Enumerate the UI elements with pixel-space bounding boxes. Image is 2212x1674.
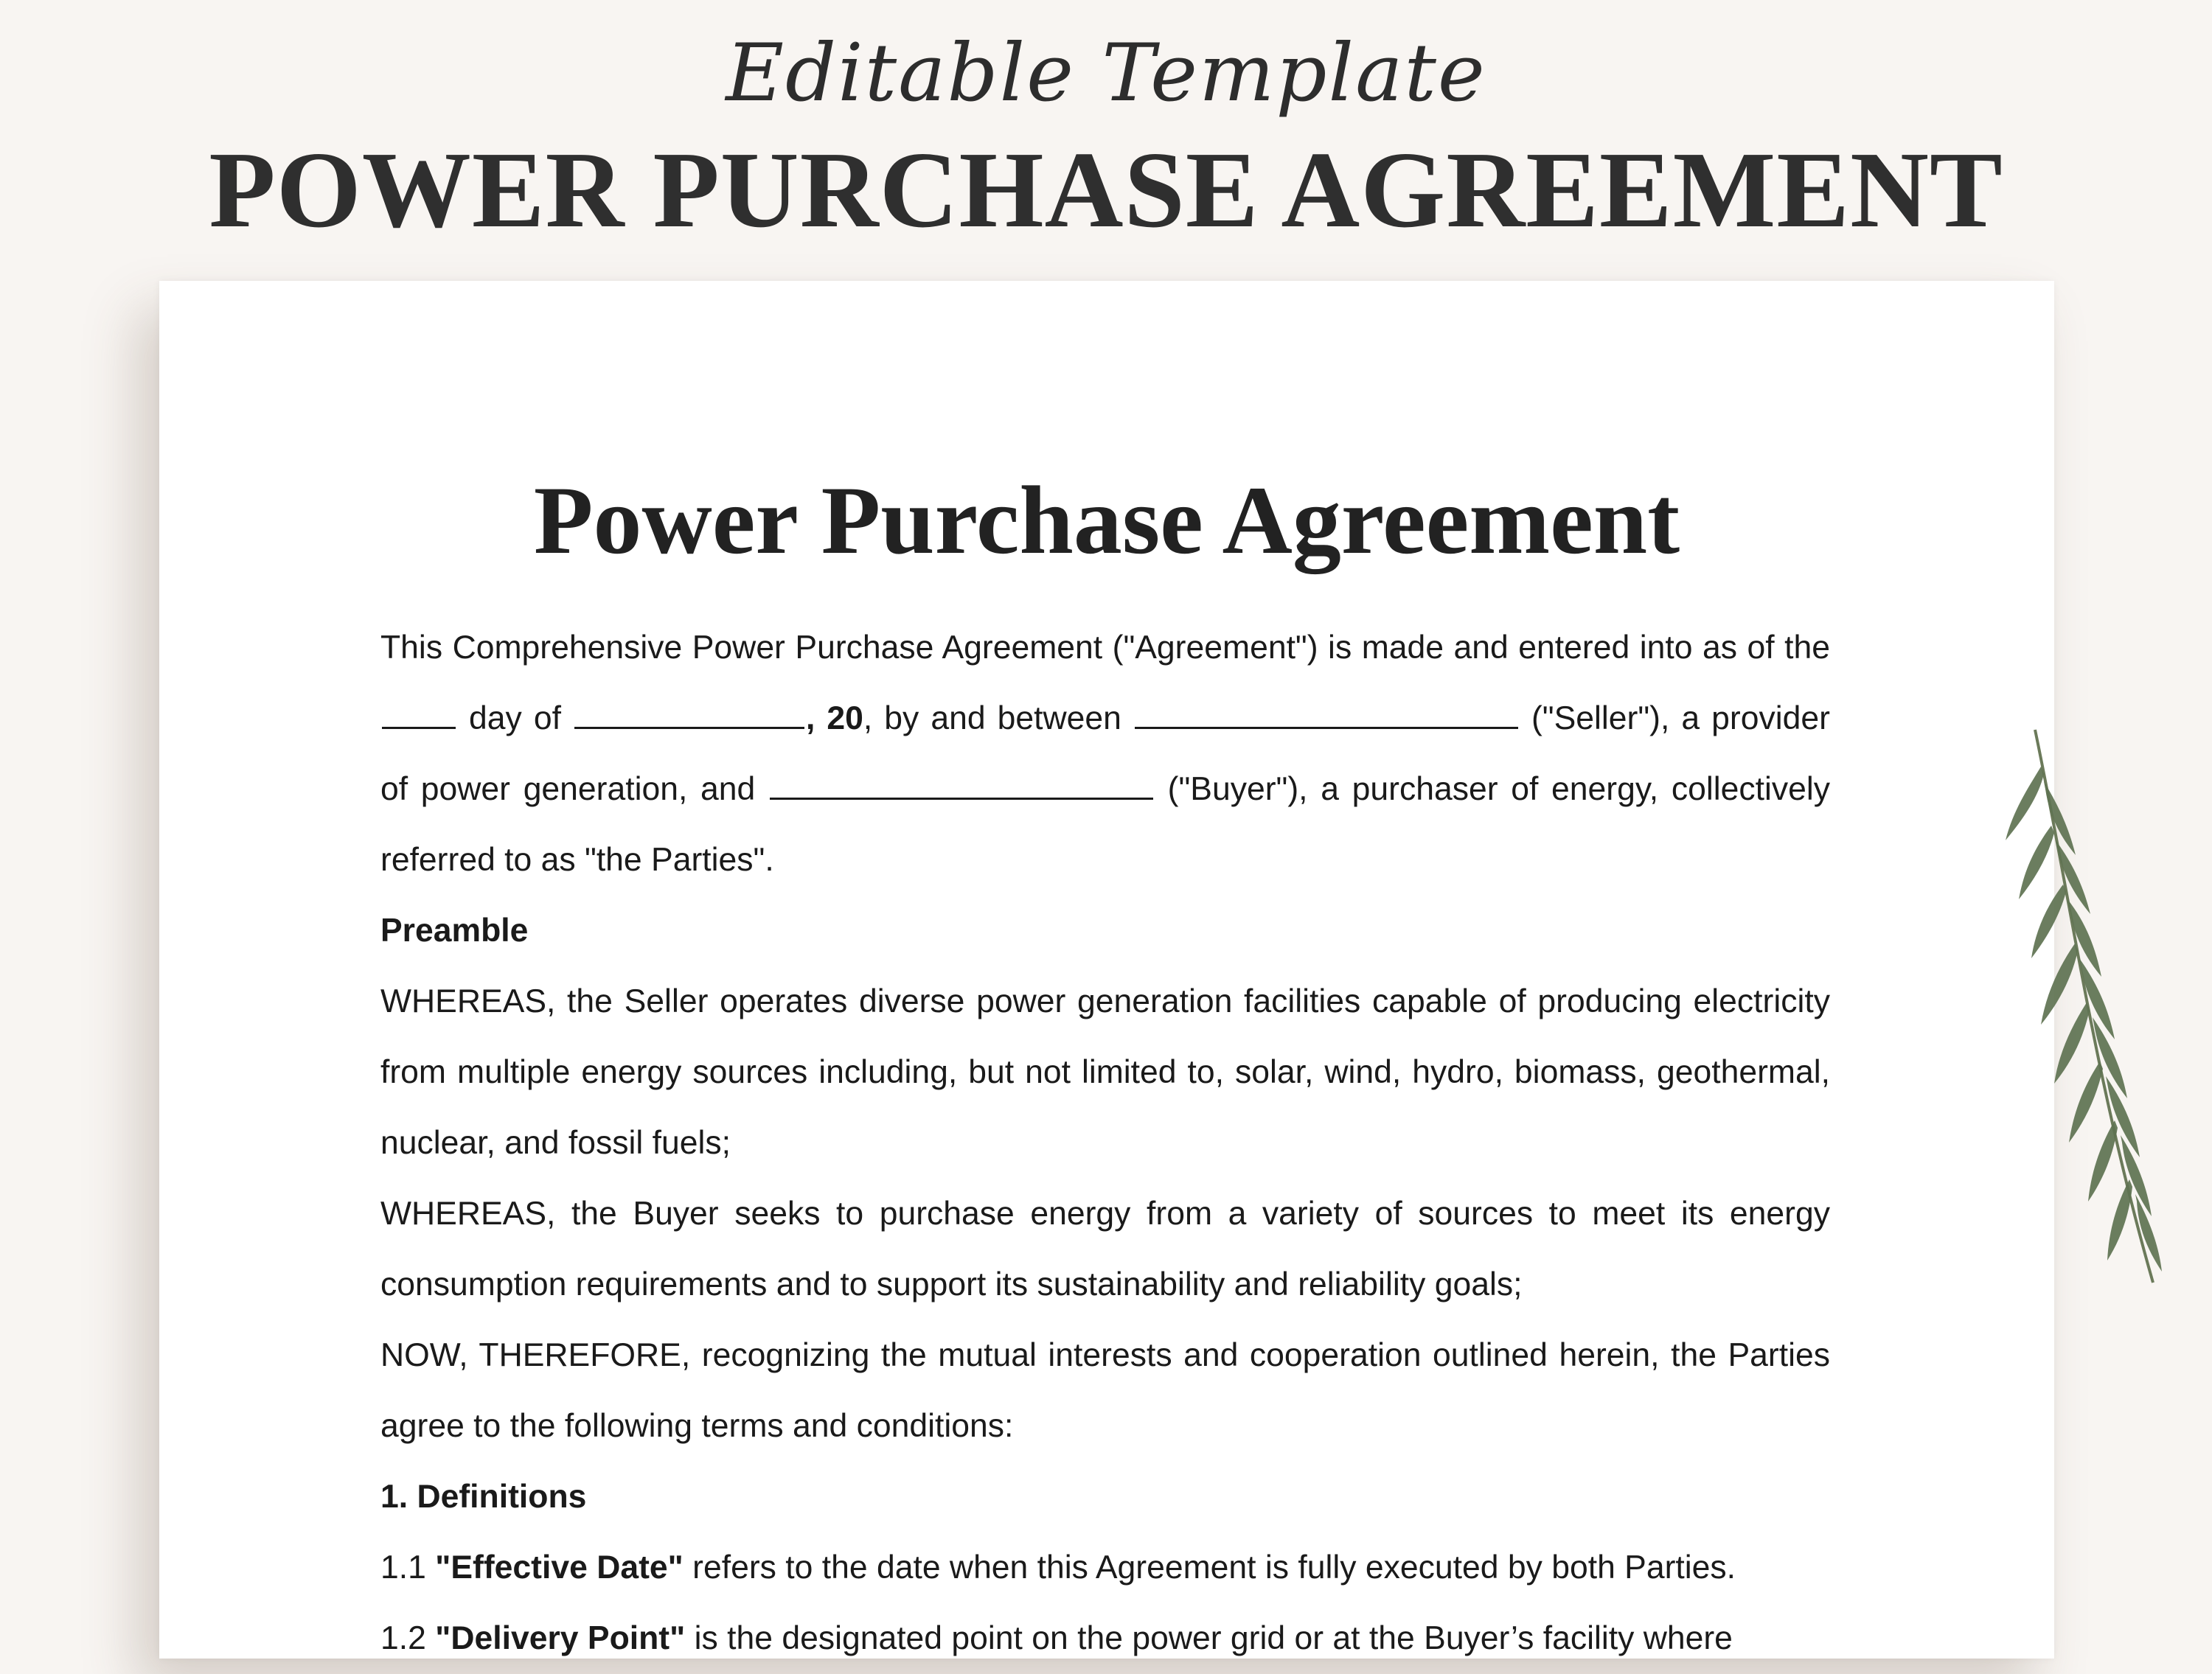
intro-paragraph [380, 613, 1830, 896]
intro-text-1: This Comprehensive Power Purchase Agreement ("Agreement") is made and entered into as of the [380, 630, 1830, 666]
definition-term: "Effective Date" [435, 1549, 684, 1586]
preamble-heading: Preamble [380, 913, 529, 949]
definition-number: 1.2 [380, 1620, 426, 1656]
buyer-blank-field[interactable] [770, 765, 1153, 800]
editable-template-tagline: Editable Template [726, 27, 1486, 119]
year-prefix: , 20 [806, 700, 863, 736]
now-therefore-paragraph: NOW, THEREFORE, recognizing the mutual interests and cooperation outlined herein, the Parties agree to the following terms and conditions: [380, 1337, 1830, 1444]
intro-text-4: ("Seller"), a provider of power generation, and [380, 700, 1830, 807]
document-body [380, 613, 1830, 1674]
definition-1-2 [380, 1603, 1830, 1674]
definition-number: 1.1 [380, 1549, 426, 1586]
definitions-heading: 1. Definitions [380, 1479, 587, 1515]
whereas-seller-paragraph: WHEREAS, the Seller operates diverse power generation facilities capable of producing electricity from multiple energy sources including, but not limited to, solar, wind, hydro, biomass, geothermal, nuclear, and fossil fuels; [380, 983, 1830, 1161]
document-title: Power Purchase Agreement [533, 466, 1680, 574]
definition-term: "Delivery Point" [435, 1620, 686, 1656]
intro-text-5: ("Buyer"), a purchaser of energy, collectively referred to as "the Parties". [380, 771, 1830, 878]
banner-title: POWER PURCHASE AGREEMENT [209, 130, 2003, 251]
document-page [159, 281, 2054, 1659]
whereas-buyer-paragraph: WHEREAS, the Buyer seeks to purchase energy from a variety of sources to meet its energy consumption requirements and to support its sustainability and reliability goals; [380, 1196, 1830, 1302]
day-blank-field[interactable] [382, 694, 456, 729]
intro-text-3: , by and between [863, 700, 1121, 736]
seller-blank-field[interactable] [1135, 694, 1518, 729]
intro-text-2: day of [469, 700, 561, 736]
definition-1-1 [380, 1532, 1830, 1603]
month-blank-field[interactable] [574, 694, 804, 729]
definition-text: is the designated point on the power grid or at the Buyer’s facility where [694, 1620, 1733, 1656]
rosemary-sprig-decoration [2006, 722, 2168, 1290]
definition-text: refers to the date when this Agreement is fully executed by both Parties. [692, 1549, 1736, 1586]
